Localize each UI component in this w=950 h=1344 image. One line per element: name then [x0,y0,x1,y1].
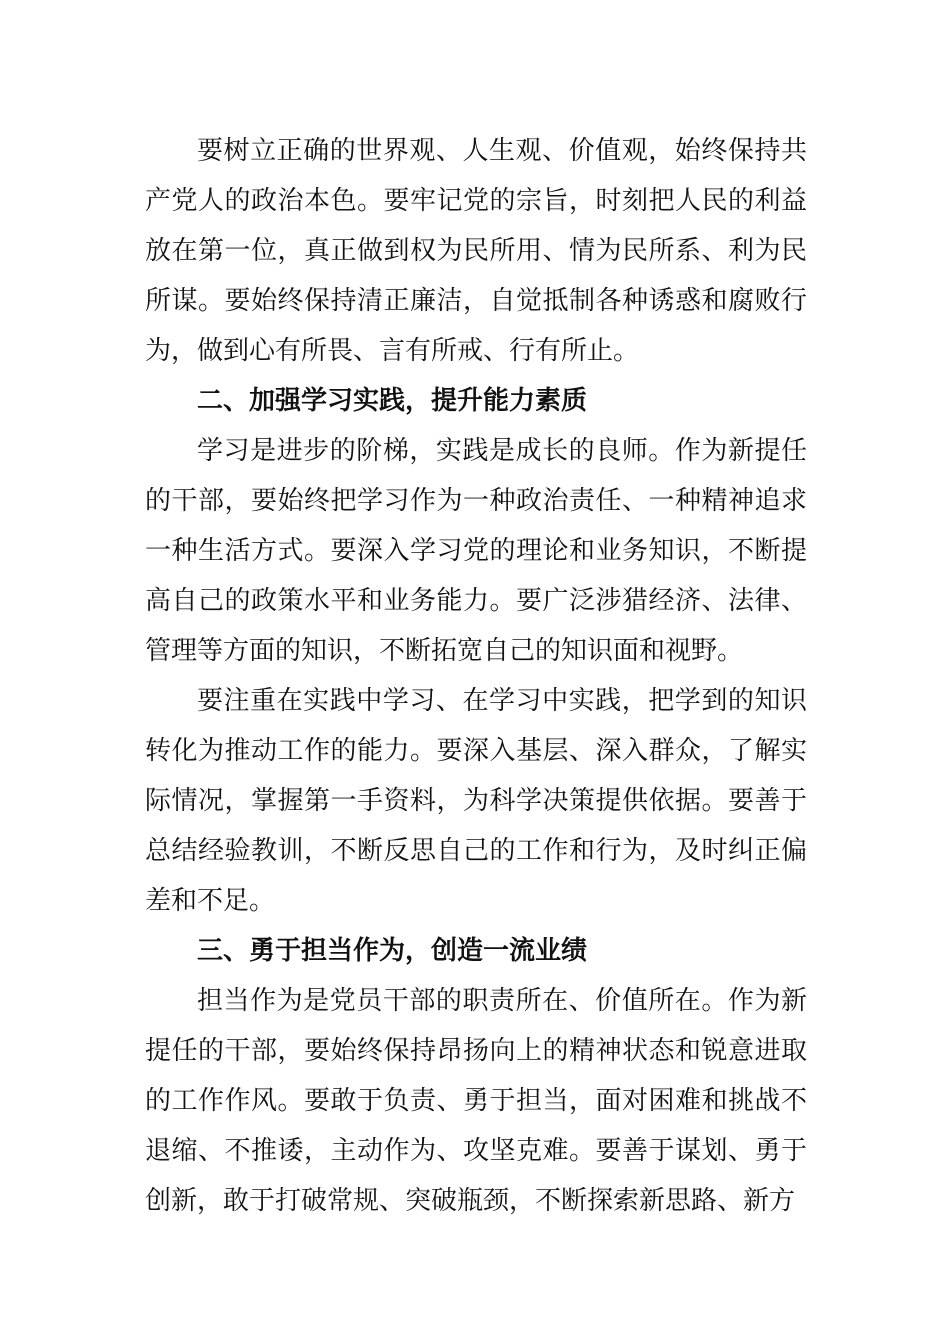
paragraph-learning: 学习是进步的阶梯，实践是成长的良师。作为新提任的干部，要始终把学习作为一种政治责任、一种精神追求一种生活方式。要深入学习党的理论和业务知识，不断提高自己的政策水平和业务能力。要广泛涉猎经济、法律、管理等方面的知识，不断拓宽自己的知识面和视野。 [145,436,807,666]
section-heading-2: 二、加强学习实践，提升能力素质 [197,386,588,416]
paragraph-ideals: 要树立正确的世界观、人生观、价值观，始终保持共产党人的政治本色。要牢记党的宗旨，时刻把人民的利益放在第一位，真正做到权为民所用、情为民所系、利为民所谋。要始终保持清正廉洁，自觉抵制各种诱惑和腐败行为，做到心有所畏、言有所戒、行有所止。 [145,136,807,366]
paragraph-responsibility: 担当作为是党员干部的职责所在、价值所在。作为新提任的干部，要始终保持昂扬向上的精神状态和锐意进取的工作作风。要敢于负责、勇于担当，面对困难和挑战不退缩、不推诿，主动作为、攻坚克难。要善于谋划、勇于创新，敢于打破常规、突破瓶颈，不断探索新思路、新方 [145,986,807,1216]
paragraph-practice: 要注重在实践中学习、在学习中实践，把学到的知识转化为推动工作的能力。要深入基层、深入群众，了解实际情况，掌握第一手资料，为科学决策提供依据。要善于总结经验教训，不断反思自己的工作和行为，及时纠正偏差和不足。 [145,686,807,916]
document-page [145,126,807,1226]
section-heading-3: 三、勇于担当作为，创造一流业绩 [197,936,588,966]
